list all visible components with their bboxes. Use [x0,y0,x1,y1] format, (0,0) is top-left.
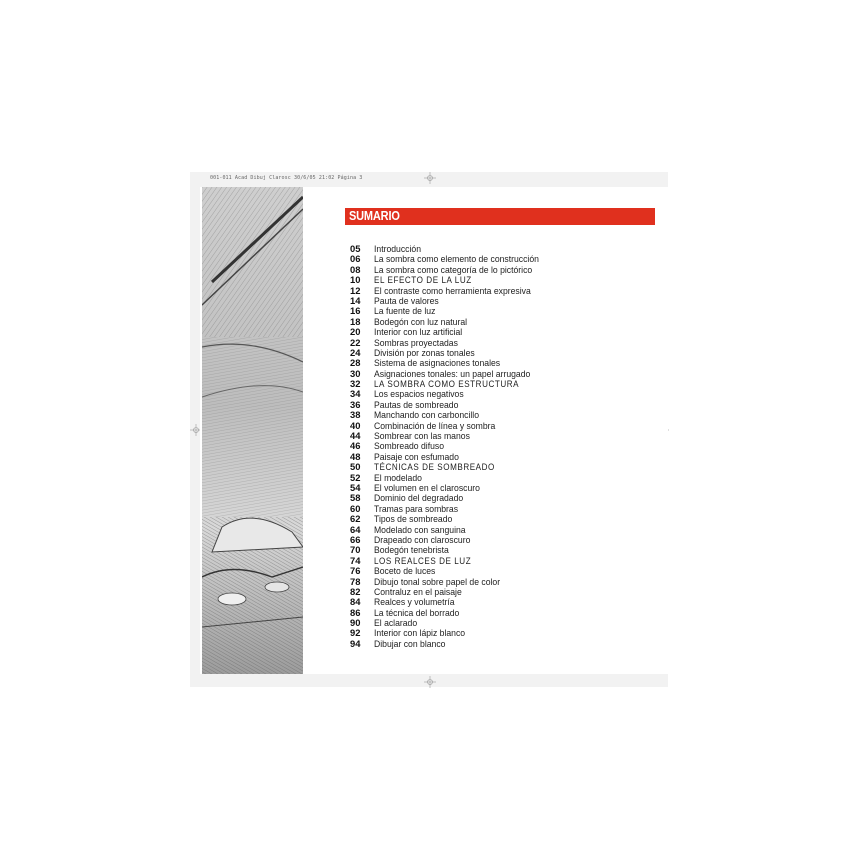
toc-entry-title: División por zonas tonales [374,346,475,358]
toc-page-number: 64 [350,523,361,535]
toc-page-number: 58 [350,492,361,504]
toc-entry-title: Los espacios negativos [374,388,464,400]
toc-entry-title: Boceto de luces [374,565,436,577]
toc-entry-title: La fuente de luz [374,305,436,317]
toc-page-number: 46 [350,440,361,452]
toc-page-number: 18 [350,315,361,327]
toc-entry-title: Dominio del degradado [374,492,464,504]
toc-entry-title: Manchando con carboncillo [374,409,480,421]
toc-entry-title: Asignaciones tonales: un papel arrugado [374,367,531,379]
toc-page-number: 06 [350,253,361,265]
pencil-landscape-sketch-icon [202,187,303,674]
toc-entry-title: Sombreado difuso [374,440,445,452]
toc-entry-title: La sombra como categoría de lo pictórico [374,263,533,275]
toc-page-number: 40 [350,419,361,431]
toc-page-number: 44 [350,430,361,442]
toc-entry-title: EL EFECTO DE LA LUZ [374,275,472,286]
toc-page-number: 24 [350,346,361,358]
toc-entry-title: Interior con lápiz blanco [374,627,466,639]
toc-page-number: 08 [350,263,361,275]
toc-page-number: 28 [350,357,361,369]
toc-entry-title: El volumen en el claroscuro [374,481,480,493]
toc-entry-title: Combinación de línea y sombra [374,419,496,431]
toc-entry-title: Bodegón tenebrista [374,544,449,556]
summary-title: SUMARIO [349,209,400,223]
toc-entry-title: El contraste como herramienta expresiva [374,284,531,296]
toc-page-number: 38 [350,409,361,421]
toc-item [350,639,553,649]
toc-page-number: 14 [350,294,361,306]
toc-page-number: 30 [350,367,361,379]
toc-page-number: 22 [350,336,361,348]
toc-entry-title: Sombras proyectadas [374,336,458,348]
toc-page-number: 48 [350,450,361,462]
registration-mark-bottom-icon [424,676,436,688]
toc-entry-title: TÉCNICAS DE SOMBREADO [374,462,495,473]
toc-entry-title: LOS REALCES DE LUZ [374,555,472,566]
toc-page-number: 62 [350,513,361,525]
toc-page-number: 70 [350,544,361,556]
toc-entry-title: Tramas para sombras [374,502,459,514]
toc-item [350,265,553,275]
toc-entry-title: Sistema de asignaciones tonales [374,357,501,369]
toc-entry-title: Paisaje con esfumado [374,450,459,462]
summary-header-band [345,208,655,225]
toc-entry-title: Tipos de sombreado [374,513,453,525]
toc-entry-title: Modelado con sanguina [374,523,466,535]
toc-entry-title: Drapeado con claroscuro [374,533,471,545]
toc-page-number: 74 [350,554,361,566]
toc-entry-title: Introducción [374,243,421,254]
toc-page-number: 78 [350,575,361,587]
toc-page-number: 92 [350,627,361,639]
toc-page-number: 66 [350,533,361,545]
toc-item [350,369,553,379]
toc-entry-title: Bodegón con luz natural [374,315,468,327]
toc-page-number: 86 [350,606,361,618]
toc-entry-title: La sombra como elemento de construcción [374,253,539,265]
toc-entry-title: Sombrear con las manos [374,430,470,442]
toc-entry-title: Dibujo tonal sobre papel de color [374,575,501,587]
toc-page-number: 52 [350,471,361,483]
toc-page-number: 90 [350,617,361,629]
toc-page-number: 20 [350,326,361,338]
toc-entry-title: Pautas de sombreado [374,398,459,410]
toc-page-number: 12 [350,284,361,296]
toc-page-number: 84 [350,596,361,608]
toc-entry-title: Pauta de valores [374,294,439,306]
toc-page-number: 54 [350,481,361,493]
toc-entry-title: La técnica del borrado [374,606,460,618]
toc-page-number: 36 [350,398,361,410]
toc-page-number: 16 [350,305,361,317]
toc-entry-title: El modelado [374,471,422,483]
toc-entry-title: Contraluz en el paisaje [374,585,462,597]
toc-page-number: 94 [350,637,361,649]
toc-page-number: 34 [350,388,361,400]
registration-mark-top-icon [424,172,436,184]
toc-page-number: 50 [350,461,361,473]
toc-page-number: 60 [350,502,361,514]
toc-entry-title: LA SOMBRA COMO ESTRUCTURA [374,379,520,390]
toc-entry-title: El aclarado [374,617,418,629]
toc-item [350,545,553,555]
toc-entry-title: Interior con luz artificial [374,326,463,338]
toc-item [350,452,553,462]
table-of-contents [350,244,553,649]
toc-page-number: 10 [350,274,361,286]
toc-entry-title: Dibujar con blanco [374,637,446,649]
print-slug-line: 001-011 Acad Dibuj Clarosc 30/6/05 21:02 Página 3 [210,175,363,181]
toc-page-number: 82 [350,585,361,597]
toc-page-number: 05 [350,243,361,254]
toc-page-number: 32 [350,378,361,390]
toc-page-number: 76 [350,565,361,577]
toc-entry-title: Realces y volumetría [374,596,455,608]
